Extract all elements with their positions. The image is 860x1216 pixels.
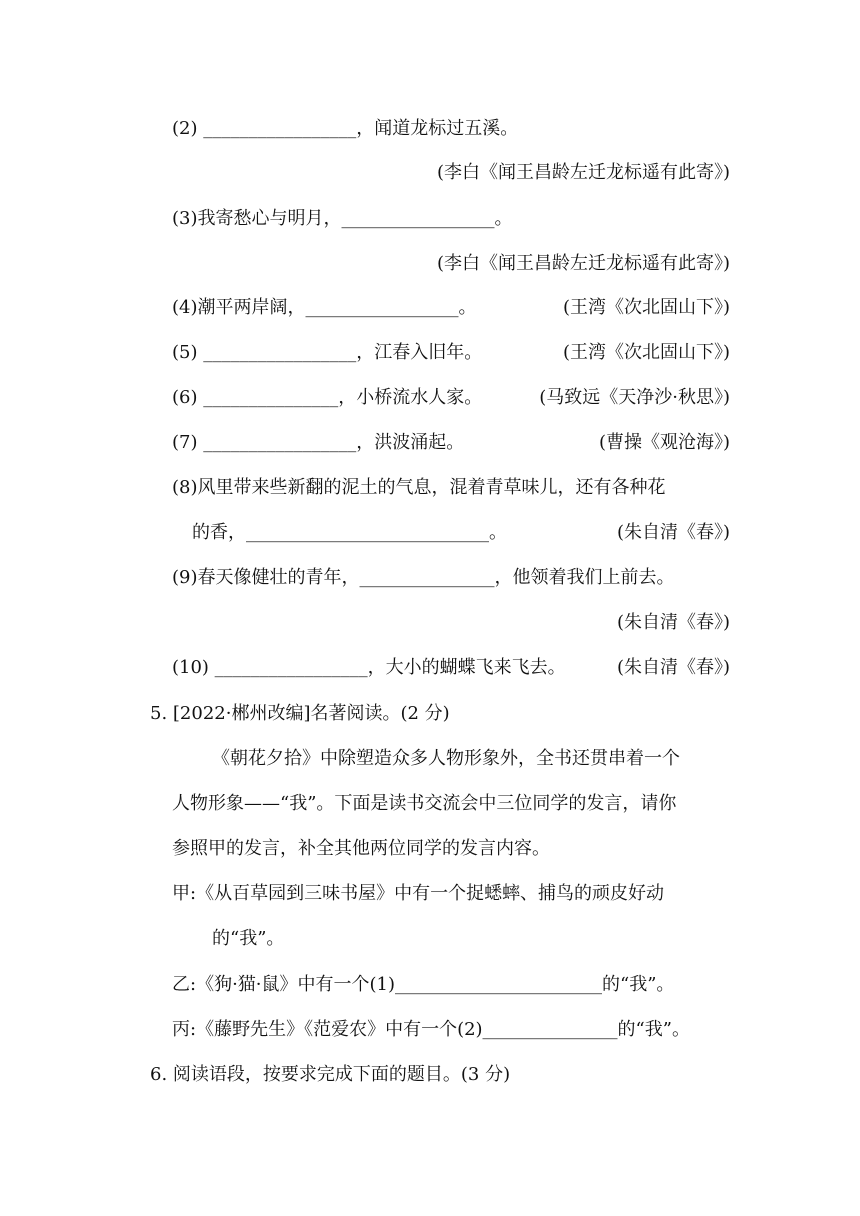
q4-item2-source: (李白《闻王昌龄左迁龙标遥有此寄》) — [436, 162, 730, 183]
q4-item2: (2) _________________，闻道龙标过五溪。 — [172, 118, 519, 139]
q5-bing: 丙:《藤野先生》《范爱农》中有一个(2)_______________的“我”。 — [172, 1019, 690, 1040]
q4-item5-source: (王湾《次北固山下》) — [562, 342, 730, 363]
q5-header: 5. [2022·郴州改编]名著阅读。(2 分) — [150, 703, 450, 724]
q5-yi: 乙:《狗·猫·鼠》中有一个(1)_______________________的“我”。 — [172, 974, 675, 995]
q5-paragraph-line2: 人物形象——“我”。下面是读书交流会中三位同学的发言，请你 — [172, 793, 677, 814]
q4-item4-source: (王湾《次北固山下》) — [562, 297, 730, 318]
q4-item6: (6) _______________，小桥流水人家。 — [172, 387, 483, 408]
q4-item3: (3)我寄愁心与明月，_________________。 — [172, 208, 513, 229]
q4-item3-source: (李白《闻王昌龄左迁龙标遥有此寄》) — [436, 253, 730, 274]
q4-item8-source: (朱自清《春》) — [616, 522, 730, 543]
q4-item5: (5) _________________，江春入旧年。 — [172, 342, 483, 363]
q4-item4: (4)潮平两岸阔，_________________。 — [172, 297, 477, 318]
q5-jia-line2: 的“我”。 — [212, 928, 285, 949]
q4-item6-source: (马致远《天净沙·秋思》) — [539, 387, 730, 408]
q5-paragraph-line3: 参照甲的发言，补全其他两位同学的发言内容。 — [172, 838, 550, 859]
q4-item10: (10) _________________，大小的蝴蝶飞来飞去。 — [172, 657, 566, 678]
q4-item9-source: (朱自清《春》) — [616, 612, 730, 633]
q4-item8-line2: 的香，___________________________。 — [192, 522, 507, 543]
q6-header: 6. 阅读语段，按要求完成下面的题目。(3 分) — [150, 1064, 511, 1085]
q4-item10-source: (朱自清《春》) — [616, 657, 730, 678]
q5-jia-line1: 甲:《从百草园到三味书屋》中有一个捉蟋蟀、捕鸟的顽皮好动 — [172, 883, 665, 904]
q5-paragraph-line1: 《朝花夕拾》中除塑造众多人物形象外，全书还贯串着一个 — [212, 748, 680, 769]
q4-item9: (9)春天像健壮的青年，_______________，他领着我们上前去。 — [172, 567, 675, 588]
q4-item7: (7) _________________，洪波涌起。 — [172, 432, 465, 453]
q4-item7-source: (曹操《观沧海》) — [598, 432, 730, 453]
q4-item8-line1: (8)风里带来些新翻的泥土的气息，混着青草味儿，还有各种花 — [172, 477, 666, 498]
